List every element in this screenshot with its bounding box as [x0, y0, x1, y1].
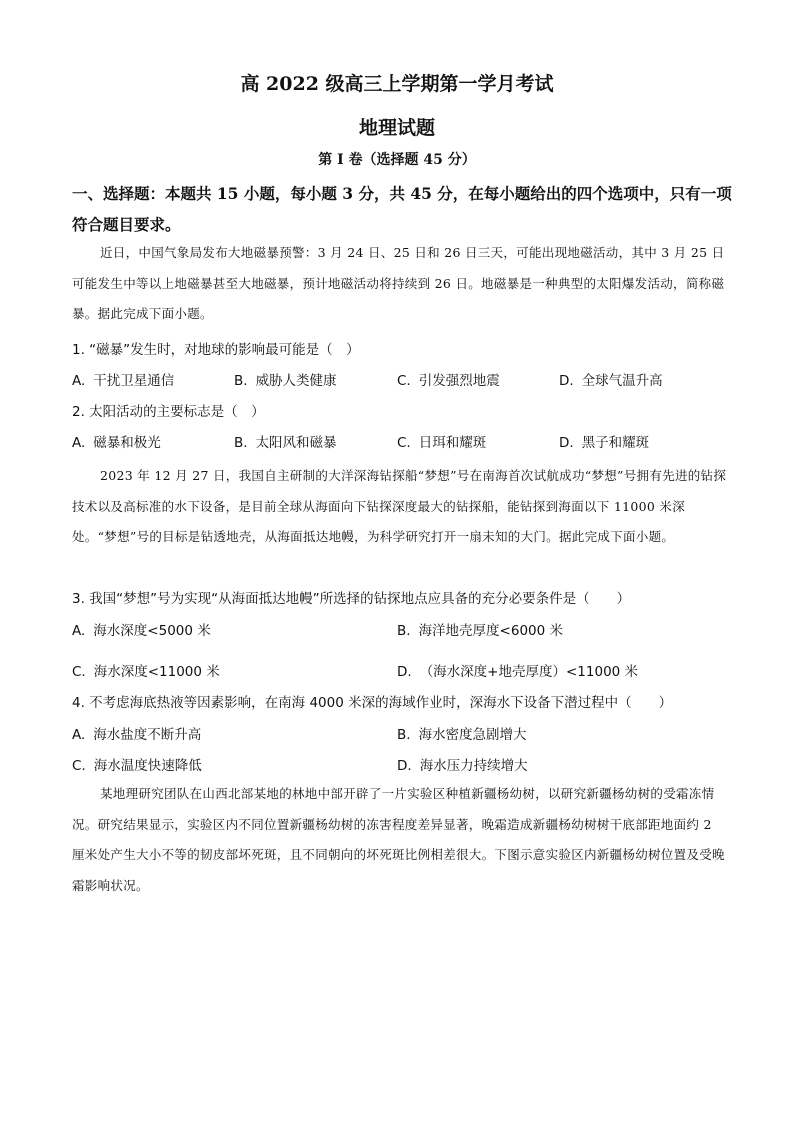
option-key: D. — [397, 758, 412, 774]
option-text: 干扰卫星通信 — [93, 373, 175, 389]
q4-option-a — [72, 723, 201, 743]
option-key: A. — [72, 727, 86, 743]
q4-option-c — [72, 754, 202, 774]
q2-option-c — [397, 431, 486, 451]
option-key: B. — [234, 373, 248, 389]
q1-option-b — [234, 369, 337, 389]
q3-option-d — [397, 660, 638, 680]
q1-option-d — [559, 369, 663, 389]
option-key: B. — [397, 623, 411, 639]
option-text: 黑子和耀斑 — [581, 435, 650, 451]
option-text: 全球气温升高 — [581, 373, 663, 389]
option-text: 海水压力持续增大 — [419, 758, 528, 774]
section-heading: 一、选择题：本题共 15 小题，每小题 3 分，共 45 分，在每小题给出的四个选项中，只有一项符合题目要求。 — [72, 184, 732, 234]
q2-option-b — [234, 431, 337, 451]
option-text: 威胁人类健康 — [255, 373, 337, 389]
option-key: A. — [72, 373, 86, 389]
option-text: 海水盐度不断升高 — [93, 727, 202, 743]
subject-title: 地理试题 — [358, 117, 435, 139]
passage-geomagnetic-storm: 近日，中国气象局发布大地磁暴预警：3 月 24 日、25 日和 26 日三天，可能出现地磁活动，其中 3 月 25 日可能发生中等以上地磁暴甚至大地磁暴，预计地磁活动将持续到 26 日。地磁暴是一种典型的太阳爆发活动，简称磁暴。据此完成下面小题。 — [72, 245, 725, 322]
option-text: 海水深度<11000 米 — [93, 664, 220, 680]
option-text: 日珥和耀斑 — [418, 435, 487, 451]
q2-option-a — [72, 431, 161, 451]
option-text: （海水深度+地壳厚度）<11000 米 — [419, 664, 639, 680]
question-4-stem: 4. 不考虑海底热液等因素影响，在南海 4000 米深的海域作业时，深海水下设备下潜过程中（ ） — [72, 695, 673, 711]
option-key: C. — [72, 664, 86, 680]
passage-poplar-frost: 某地理研究团队在山西北部某地的林地中部开辟了一片实验区种植新疆杨幼树，以研究新疆杨幼树的受霜冻情况。研究结果显示，实验区内不同位置新疆杨幼树的冻害程度差异显著，晚霜造成新疆杨幼树树干底部距地面约 2 厘米处产生大小不等的韧皮部坏死斑，且不同朝向的坏死斑比例相差很大。下图示意实验区内新疆杨幼树位置及受晚霜影响状况。 — [72, 786, 725, 894]
q3-option-b — [397, 619, 563, 639]
option-text: 海水深度<5000 米 — [93, 623, 211, 639]
q2-option-d — [559, 431, 649, 451]
option-text: 海水密度急剧增大 — [418, 727, 527, 743]
option-text: 海洋地壳厚度<6000 米 — [418, 623, 564, 639]
q3-option-c — [72, 660, 220, 680]
q1-option-a — [72, 369, 174, 389]
option-text: 引发强烈地震 — [418, 373, 500, 389]
option-key: D. — [559, 435, 574, 451]
option-key: B. — [234, 435, 248, 451]
q4-option-d — [397, 754, 528, 774]
option-key: D. — [559, 373, 574, 389]
volume-title: 第 I 卷（选择题 45 分） — [318, 152, 476, 168]
option-text: 磁暴和极光 — [93, 435, 161, 451]
option-key: D. — [397, 664, 412, 680]
q4-option-b — [397, 723, 527, 743]
q3-option-a — [72, 619, 211, 639]
question-3-stem: 3. 我国“梦想”号为实现“从海面抵达地幔”所选择的钻探地点应具备的充分必要条件是（ ） — [72, 591, 631, 607]
question-1-stem: 1. “磁暴”发生时，对地球的影响最可能是（ ） — [72, 342, 360, 358]
passage-dream-drilling-ship: 2023 年 12 月 27 日，我国自主研制的大洋深海钻探船“梦想”号在南海首次试航成功“梦想”号拥有先进的钻探技术以及高标准的水下设备，是目前全球从海面向下钻探深度最大的钻探船，能钻探到海面以下 11000 米深处。“梦想”号的目标是钻透地壳，从海面抵达地幔，为科学研究打开一扇未知的大门。据此完成下面小题。 — [72, 468, 727, 545]
option-key: A. — [72, 623, 86, 639]
option-key: A. — [72, 435, 86, 451]
option-key: C. — [397, 435, 411, 451]
question-2-stem: 2. 太阳活动的主要标志是（ ） — [72, 404, 265, 420]
option-text: 海水温度快速降低 — [93, 758, 202, 774]
q1-option-c — [397, 369, 500, 389]
option-key: B. — [397, 727, 411, 743]
option-key: C. — [397, 373, 411, 389]
option-text: 太阳风和磁暴 — [255, 435, 337, 451]
exam-title: 高 2022 级高三上学期第一学月考试 — [240, 73, 554, 95]
option-key: C. — [72, 758, 86, 774]
